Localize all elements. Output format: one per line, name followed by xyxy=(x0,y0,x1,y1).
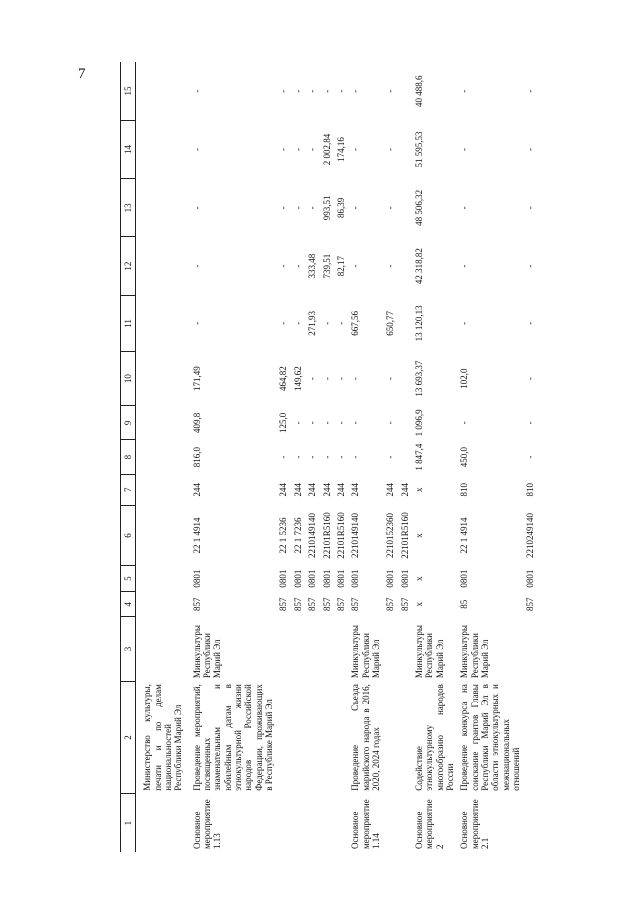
responsible-executor: Минкультуры Республики Марий Эл xyxy=(350,625,381,679)
value-col-11 xyxy=(136,295,190,351)
expense-type: 244 xyxy=(385,482,396,497)
value-col-13: - xyxy=(459,206,470,210)
event-description xyxy=(398,681,412,794)
expense-type: 244 xyxy=(350,482,361,497)
responsible-executor xyxy=(276,617,290,681)
value-col-15: - xyxy=(385,89,396,93)
value-col-13: - xyxy=(385,206,396,210)
expense-type xyxy=(136,474,190,505)
table-row xyxy=(383,62,397,852)
value-col-13 xyxy=(398,179,412,237)
grbs-code: 85 xyxy=(459,599,470,609)
table-row xyxy=(523,62,537,852)
value-col-11: 271,93 xyxy=(307,311,318,336)
value-col-14 xyxy=(398,120,412,178)
value-col-10: 149,62 xyxy=(292,366,303,392)
event-name: Основное мероприятие 1.14 xyxy=(350,799,381,849)
value-col-14: 2 002,84 xyxy=(321,133,332,166)
value-col-8 xyxy=(398,440,412,474)
expense-type: 244 xyxy=(278,482,289,497)
value-col-8: 1 847,4 xyxy=(413,443,424,471)
value-col-14: 174,16 xyxy=(335,137,346,162)
column-number: 7 xyxy=(121,474,136,505)
grbs-code: 857 xyxy=(278,597,289,612)
column-number: 5 xyxy=(121,566,136,592)
value-col-13: - xyxy=(278,206,289,210)
value-col-10 xyxy=(398,352,412,406)
event-description: Министерство культуры, печати и по делам национальностей Республики Марий Эл xyxy=(142,684,184,791)
value-col-12 xyxy=(136,237,190,295)
value-col-11: - xyxy=(292,321,303,325)
value-col-15: - xyxy=(335,89,346,93)
section-code: 0801 xyxy=(292,569,303,588)
value-col-9: 1 096,9 xyxy=(413,409,424,437)
event-name xyxy=(398,794,412,852)
value-col-9: 125,0 xyxy=(278,412,289,434)
value-col-12: 739,51 xyxy=(321,253,332,279)
value-col-10 xyxy=(136,352,190,406)
value-col-15: - xyxy=(292,89,303,93)
section-code: 0801 xyxy=(525,569,536,588)
column-number: 4 xyxy=(121,592,136,617)
event-description xyxy=(291,681,305,794)
page-number: 7 xyxy=(78,66,86,82)
value-col-8: - xyxy=(307,455,318,459)
column-number: 6 xyxy=(121,505,136,565)
event-name: Основное мероприятие 1.13 xyxy=(191,799,223,849)
rotated-table-container xyxy=(120,62,536,852)
value-col-8: - xyxy=(321,455,332,459)
value-col-11: - xyxy=(321,321,332,325)
expense-type: 244 xyxy=(292,482,303,497)
target-article: 22 1 7236 xyxy=(292,517,303,554)
event-description xyxy=(383,681,397,794)
value-col-8: - xyxy=(335,455,346,459)
value-col-10: 102,0 xyxy=(459,368,470,389)
value-col-10: - xyxy=(525,377,536,381)
target-article: 22 1 4914 xyxy=(459,517,470,554)
value-col-9: 409,8 xyxy=(191,412,202,434)
value-col-13 xyxy=(136,179,190,237)
value-col-8: - xyxy=(278,455,289,459)
target-article: 22101R5160 xyxy=(335,512,346,559)
value-col-13: - xyxy=(525,206,536,210)
value-col-10: - xyxy=(335,377,346,381)
expense-type: 244 xyxy=(191,482,202,497)
section-code: 0801 xyxy=(191,569,202,588)
value-col-9: - xyxy=(459,421,470,425)
value-col-14 xyxy=(136,120,190,178)
target-article: 22101R5160 xyxy=(399,512,410,559)
event-description: Проведение мероприятий, посвященных знаменательным и юбилейным датам в этнокультурной жизни народов Российской Федерации, проживающих в Республике Марий Эл xyxy=(191,684,275,791)
event-description: Содействие этнокультурному многообразию народов России xyxy=(413,684,455,791)
expense-type: 810 xyxy=(459,482,470,497)
responsible-executor xyxy=(398,617,412,681)
target-article: 2210149140 xyxy=(350,512,361,558)
responsible-executor: Минкультуры Республики Марий Эл xyxy=(191,625,223,679)
value-col-11: - xyxy=(335,321,346,325)
value-col-11: - xyxy=(278,321,289,325)
event-description xyxy=(276,681,290,794)
value-col-9: - xyxy=(350,421,361,425)
target-article: 2210152360 xyxy=(385,512,396,558)
grbs-code: 857 xyxy=(292,597,303,612)
column-number: 14 xyxy=(121,120,136,178)
grbs-code: 857 xyxy=(385,597,396,612)
target-article: x xyxy=(413,533,424,538)
column-number: 2 xyxy=(121,681,136,794)
grbs-code: 857 xyxy=(350,597,361,612)
value-col-15: 40 488,6 xyxy=(413,75,424,107)
value-col-14: - xyxy=(525,148,536,152)
event-name: Основное мероприятие 2 xyxy=(413,799,445,849)
grbs-code: 857 xyxy=(191,597,202,612)
column-number: 3 xyxy=(121,617,136,681)
expense-type: 244 xyxy=(399,482,410,497)
expense-type: 244 xyxy=(307,482,318,497)
event-name: Основное мероприятие 2.1 xyxy=(459,799,490,849)
value-col-12: - xyxy=(385,264,396,268)
section-code: 0801 xyxy=(335,569,346,588)
target-article: 2210249140 xyxy=(525,512,536,558)
grbs-code: 857 xyxy=(321,597,332,612)
table-row xyxy=(412,62,457,852)
value-col-9: - xyxy=(307,421,318,425)
column-number: 9 xyxy=(121,406,136,440)
target-article: 22101R5160 xyxy=(321,512,332,559)
section-code: 0801 xyxy=(399,569,410,588)
event-description xyxy=(305,681,319,794)
responsible-executor xyxy=(136,617,190,681)
value-col-14: - xyxy=(307,148,318,152)
event-description xyxy=(523,681,537,794)
column-number: 11 xyxy=(121,295,136,351)
value-col-9: - xyxy=(321,421,332,425)
value-col-14: - xyxy=(191,148,202,152)
value-col-12: 42 318,82 xyxy=(413,248,424,285)
value-col-9: - xyxy=(385,421,396,425)
grbs-code xyxy=(136,592,190,617)
grbs-code: 857 xyxy=(399,597,410,612)
value-col-15: - xyxy=(307,89,318,93)
table-row xyxy=(457,62,523,852)
column-number: 12 xyxy=(121,237,136,295)
column-number: 1 xyxy=(121,794,136,852)
value-col-15: - xyxy=(525,89,536,93)
budget-table xyxy=(120,62,538,852)
value-col-13: - xyxy=(191,206,202,210)
value-col-9: - xyxy=(292,421,303,425)
value-col-8: - xyxy=(385,455,396,459)
event-name xyxy=(276,794,290,852)
value-col-13: - xyxy=(350,206,361,210)
expense-type: x xyxy=(413,487,424,492)
responsible-executor xyxy=(334,617,348,681)
event-name xyxy=(136,794,190,852)
value-col-11: 650,77 xyxy=(385,311,396,336)
value-col-11: - xyxy=(191,321,202,325)
value-col-10: - xyxy=(385,377,396,381)
event-description: Проведение конкурса на соискание грантов Главы Республики Марий Эл в области этнокультурных и межнациональных отношений xyxy=(459,684,521,791)
event-description xyxy=(320,681,334,794)
table-row xyxy=(291,62,305,852)
value-col-15 xyxy=(136,62,190,120)
value-col-12: - xyxy=(350,264,361,268)
responsible-executor xyxy=(523,617,537,681)
column-number: 15 xyxy=(121,62,136,120)
section-code: x xyxy=(413,576,424,581)
event-description xyxy=(334,681,348,794)
value-col-9: - xyxy=(525,421,536,425)
value-col-10: - xyxy=(350,377,361,381)
value-col-13: - xyxy=(307,206,318,210)
value-col-8: 450,0 xyxy=(459,446,470,468)
table-row xyxy=(348,62,383,852)
value-col-12: - xyxy=(525,264,536,268)
value-col-11: - xyxy=(459,321,470,325)
value-col-12 xyxy=(398,237,412,295)
table-row xyxy=(276,62,290,852)
value-col-8: 816,0 xyxy=(191,446,202,468)
table-row xyxy=(190,62,277,852)
expense-type: 810 xyxy=(525,482,536,497)
value-col-14: - xyxy=(459,148,470,152)
column-number: 10 xyxy=(121,352,136,406)
value-col-8: - xyxy=(525,455,536,459)
value-col-14: - xyxy=(385,148,396,152)
value-col-13: 86,39 xyxy=(335,197,346,218)
grbs-code: x xyxy=(413,602,424,607)
value-col-14: - xyxy=(292,148,303,152)
value-col-12: - xyxy=(191,264,202,268)
column-number: 8 xyxy=(121,440,136,474)
event-name xyxy=(320,794,334,852)
value-col-12: - xyxy=(278,264,289,268)
value-col-14: - xyxy=(350,148,361,152)
event-name xyxy=(305,794,319,852)
responsible-executor: Минкультуры Республики Марий Эл xyxy=(413,625,445,679)
section-code: 0801 xyxy=(278,569,289,588)
value-col-8 xyxy=(136,440,190,474)
event-name xyxy=(291,794,305,852)
value-col-11: - xyxy=(525,321,536,325)
target-article xyxy=(136,505,190,565)
value-col-10: 171,49 xyxy=(191,366,202,392)
value-col-10: 464,82 xyxy=(278,366,289,392)
value-col-12: 333,48 xyxy=(307,253,318,279)
value-col-12: - xyxy=(459,264,470,268)
value-col-9: - xyxy=(335,421,346,425)
value-col-14: 51 595,53 xyxy=(413,131,424,168)
responsible-executor: Минкультуры Республики Марий Эл xyxy=(459,625,490,679)
responsible-executor xyxy=(305,617,319,681)
value-col-12: - xyxy=(292,264,303,268)
value-col-13: - xyxy=(292,206,303,210)
value-col-15 xyxy=(398,62,412,120)
target-article: 2210149140 xyxy=(307,512,318,558)
value-col-14: - xyxy=(278,148,289,152)
table-row xyxy=(334,62,348,852)
responsible-executor xyxy=(320,617,334,681)
event-name xyxy=(334,794,348,852)
value-col-15: - xyxy=(321,89,332,93)
value-col-8: - xyxy=(292,455,303,459)
value-col-13: 48 506,32 xyxy=(413,189,424,226)
ministry-row xyxy=(136,62,190,852)
expense-type: 244 xyxy=(335,482,346,497)
value-col-15: - xyxy=(350,89,361,93)
responsible-executor xyxy=(291,617,305,681)
value-col-15: - xyxy=(459,89,470,93)
grbs-code: 857 xyxy=(307,597,318,612)
value-col-13: 993,51 xyxy=(321,195,332,221)
section-code: 0801 xyxy=(321,569,332,588)
value-col-10: 13 693,37 xyxy=(413,360,424,397)
section-code: 0801 xyxy=(385,569,396,588)
value-col-15: - xyxy=(191,89,202,93)
grbs-code: 857 xyxy=(335,597,346,612)
grbs-code: 857 xyxy=(525,597,536,612)
value-col-9 xyxy=(136,406,190,440)
section-code xyxy=(136,566,190,592)
target-article: 22 1 4914 xyxy=(191,517,202,554)
value-col-12: 82,17 xyxy=(335,255,346,277)
value-col-9 xyxy=(398,406,412,440)
table-row xyxy=(320,62,334,852)
value-col-10: - xyxy=(321,377,332,381)
expense-type: 244 xyxy=(321,482,332,497)
value-col-11: 667,56 xyxy=(350,311,361,336)
column-number-row xyxy=(121,62,136,852)
section-code: 0801 xyxy=(307,569,318,588)
event-name xyxy=(523,794,537,852)
section-code: 0801 xyxy=(350,569,361,588)
value-col-15: - xyxy=(278,89,289,93)
event-name xyxy=(383,794,397,852)
section-code: 0801 xyxy=(459,569,470,588)
event-description: Проведение Съезда марийского народа в 2016, 2020, 2024 годах xyxy=(350,684,381,791)
table-row xyxy=(305,62,319,852)
value-col-11: 13 120,13 xyxy=(413,305,424,342)
value-col-10: - xyxy=(307,377,318,381)
table-row xyxy=(398,62,412,852)
value-col-8: - xyxy=(350,455,361,459)
value-col-11 xyxy=(398,295,412,351)
column-number: 13 xyxy=(121,179,136,237)
responsible-executor xyxy=(383,617,397,681)
target-article: 22 1 5236 xyxy=(278,517,289,554)
